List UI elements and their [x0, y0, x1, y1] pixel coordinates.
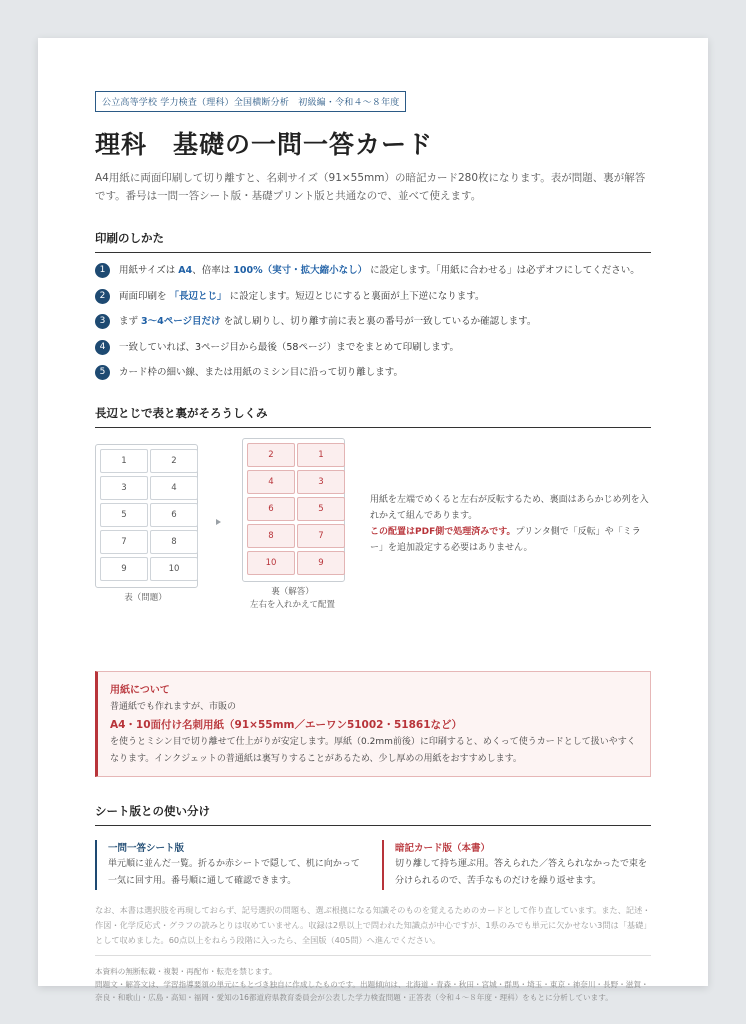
paper-callout-text: を使うとミシン目で切り離せて仕上がりが安定します。厚紙（0.2mm前後）に印刷すると、めくって使うカードとして扱いやすくなります。インクジェットの普通紙は裏写りすることがあるため、少し厚めの用紙をおすすめします。	[110, 736, 636, 764]
step-item	[95, 289, 651, 315]
step-highlight: 「長辺とじ」	[169, 290, 227, 302]
sheet-version-text: 単元順に並んだ一覧。折るか赤シートで隠して、机に向かって一気に回す用。番号順に通して確認できます。	[108, 858, 360, 886]
usage-columns	[95, 840, 651, 890]
back-caption-line: 裏（解答）	[271, 586, 314, 597]
note-text: 用紙を左端でめくると左右が反転するため、裏面はあらかじめ列を入れかえて組んであります。	[370, 494, 649, 521]
step-highlight: A4	[178, 265, 193, 276]
step-text: 一致していれば、3ページ目から最後（58ページ）までをまとめて印刷します。	[119, 341, 459, 353]
arrow-right-icon	[216, 519, 221, 525]
document-page	[38, 38, 708, 1002]
step-item	[95, 365, 651, 391]
card-cell: 3	[297, 470, 345, 494]
card-cell: 8	[247, 524, 295, 548]
step-text: カード枠の細い線、または用紙のミシン目に沿って切り離します。	[119, 367, 404, 378]
card-cell: 1	[297, 443, 345, 467]
step-item	[95, 314, 651, 340]
front-caption: 表（問題）	[124, 592, 167, 603]
card-cell: 2	[247, 443, 295, 467]
card-cell: 6	[150, 503, 198, 527]
back-caption-line: 左右を入れかえて配置	[249, 599, 335, 610]
card-cell: 9	[100, 557, 148, 581]
step-number-badge: 2	[95, 289, 110, 304]
card-cell: 7	[100, 530, 148, 554]
paper-callout-title: 用紙について	[110, 684, 170, 696]
card-cell: 4	[150, 476, 198, 500]
card-version-column	[382, 840, 651, 890]
step-text: 両面印刷を	[119, 290, 170, 302]
card-cell: 6	[247, 497, 295, 521]
step-highlight: 100%（実寸・拡大縮小なし）	[233, 265, 368, 276]
card-cell: 2	[150, 449, 198, 473]
footer	[95, 955, 651, 1004]
card-cell: 10	[150, 557, 198, 581]
card-version-text: 切り離して持ち運ぶ用。答えられた／答えられなかったで束を分けられるので、苦手なものだけを繰り返せます。	[395, 858, 648, 886]
step-number-badge: 3	[95, 314, 110, 329]
copyright-notice: 本資料の無断転載・複製・再配布・転売を禁じます。	[95, 966, 277, 976]
page-content	[95, 90, 651, 1004]
sheet-version-column	[95, 840, 364, 890]
paper-callout-text: 普通紙でも作れますが、市販の	[110, 701, 237, 712]
printing-steps	[95, 263, 651, 391]
card-version-title: 暗記カード版（本書）	[395, 842, 491, 854]
card-cell: 9	[297, 551, 345, 575]
step-text: 、倍率は	[192, 265, 234, 276]
step-number-badge: 5	[95, 365, 110, 380]
step-item	[95, 263, 651, 289]
back-sheet	[242, 438, 345, 582]
card-cell: 5	[297, 497, 345, 521]
card-cell: 10	[247, 551, 295, 575]
scope-note: なお、本書は選択肢を再現しておらず、記号選択の問題も、選ぶ根拠になる知識そのものを覚えるためのカードとして作り直しています。また、記述・作図・化学反応式・グラフの読みとりは収めていません。収録は2県以上で問われた知識点が中心ですが、1県のみでも単元に欠かせない3問は「基礎」として収めました。60点以上をねらう段階に入ったら、全国版（405問）へ進んでください。	[95, 904, 651, 945]
layout-section-title: 長辺とじで表と裏がそろうしくみ	[95, 405, 651, 428]
note-highlight: この配置はPDF側で処理済みです。	[370, 526, 516, 537]
duplex-diagram	[95, 444, 651, 644]
step-text: を試し刷りし、切り離す前に表と裏の番号が一致しているか確認します。	[220, 316, 537, 327]
page-title: 理科 基礎の一問一答カード	[95, 130, 434, 159]
front-sheet	[95, 444, 198, 588]
card-cell: 5	[100, 503, 148, 527]
back-caption	[232, 586, 353, 612]
step-text: に設定します。短辺とじにすると裏面が上下逆になります。	[226, 290, 485, 302]
note-text: プリンタ側で「反転」や「ミラー」を追加設定する必要はありません。	[370, 526, 641, 553]
paper-callout	[95, 671, 651, 777]
step-text: 用紙サイズは	[119, 265, 179, 276]
step-text: に設定します。「用紙に合わせる」は必ずオフにしてください。	[367, 265, 640, 276]
card-cell: 1	[100, 449, 148, 473]
printing-section-title: 印刷のしかた	[95, 230, 651, 253]
card-cell: 8	[150, 530, 198, 554]
diagram-note	[370, 492, 652, 556]
step-number-badge: 4	[95, 340, 110, 355]
source-notice: 問題文・解答文は、学習指導要領の単元にもとづき独自に作成したものです。出題傾向は、北海道・青森・秋田・宮城・群馬・埼玉・東京・神奈川・長野・滋賀・奈良・和歌山・広島・高知・福岡・愛知の16都道府県教育委員会が公表した学力検査問題・正答表（令和４～８年度・理科）をもとに分析しています。	[95, 979, 649, 1002]
step-highlight: 3～4ページ目だけ	[141, 316, 221, 327]
series-tagline: 公立高等学校 学力検査（理科）全国横断分析 初級編・令和４～８年度	[95, 91, 406, 112]
step-number-badge: 1	[95, 263, 110, 278]
step-item	[95, 340, 651, 366]
intro-text: A4用紙に両面印刷して切り離すと、名刺サイズ（91×55mm）の暗記カード280枚になります。表が問題、裏が解答です。番号は一問一答シート版・基礎プリント版と共通なので、並べて使えます。	[95, 172, 646, 202]
step-text: まず	[119, 316, 142, 327]
sheet-version-title: 一問一答シート版	[108, 842, 185, 854]
usage-section-title: シート版との使い分け	[95, 803, 651, 826]
paper-product: A4・10面付け名刺用紙（91×55mm／エーワン51002・51861など）	[110, 718, 463, 731]
card-cell: 4	[247, 470, 295, 494]
card-cell: 7	[297, 524, 345, 548]
card-cell: 3	[100, 476, 148, 500]
